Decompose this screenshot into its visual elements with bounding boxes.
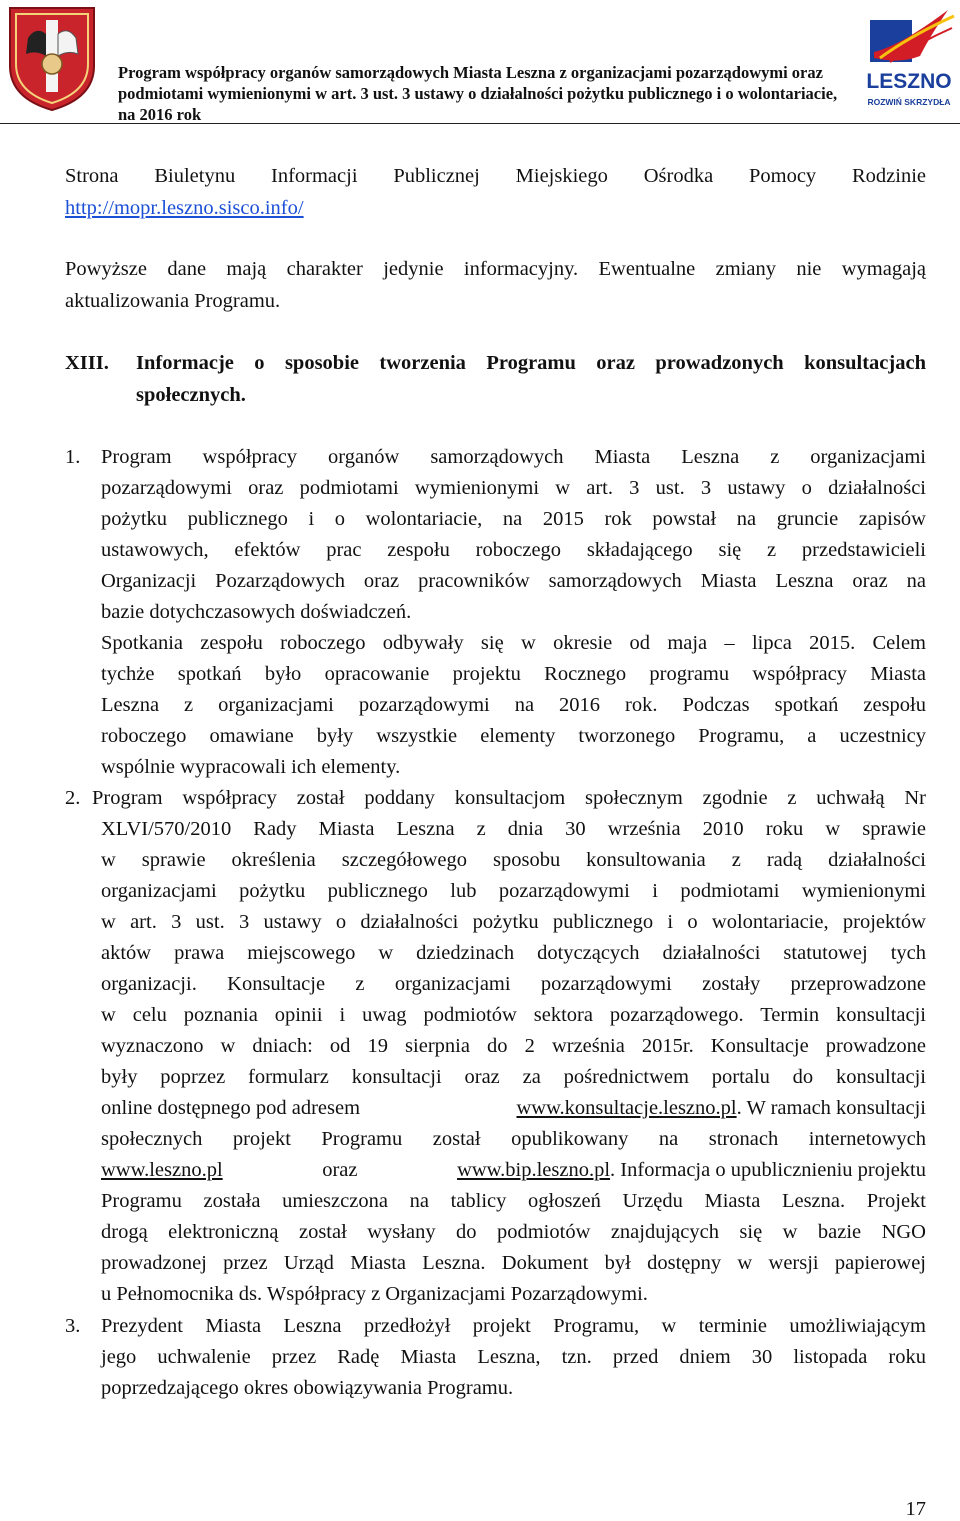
- city-crest-logo: [6, 4, 98, 112]
- note-line: Powyższe dane mają charakter jedynie informacyjny. Ewentualne zmiany nie wymagają: [65, 258, 926, 280]
- paragraph-line: Program współpracy został poddany konsultacjom społecznym zgodnie z uchwałą Nr: [92, 787, 926, 809]
- paragraph-line: wspólnie wypracowali ich elementy.: [101, 756, 401, 778]
- bip-text: Strona Biuletynu Informacji Publicznej Miejskiego Ośrodka Pomocy Rodzinie: [65, 165, 926, 187]
- paragraph-line: tychże spotkań było opracowanie projektu Rocznego programu współpracy Miasta: [101, 663, 926, 685]
- paragraph-line: pozarządowymi oraz podmiotami wymienionymi w art. 3 ust. 3 ustawy o działalności: [101, 477, 926, 499]
- paragraph-line: wyznaczono w dniach: od 19 sierpnia do 2 września 2015r. Konsultacje prowadzone: [101, 1035, 926, 1057]
- paragraph-line: ustawowych, efektów prac zespołu roboczego składającego się z przedstawicieli: [101, 539, 926, 561]
- paragraph-line: były poprzez formularz konsultacji oraz za pośrednictwem portalu do konsultacji: [101, 1066, 926, 1088]
- section-title: społecznych.: [136, 384, 246, 406]
- paragraph-line: organizacjami pożytku publicznego lub pozarządowymi i podmiotami wymienionymi: [101, 880, 926, 902]
- paragraph-line: w art. 3 ust. 3 ustawy o działalności pożytku publicznego i o wolontariacie, projektów: [101, 911, 926, 933]
- bip-leszno-link[interactable]: www.bip.leszno.pl: [457, 1159, 611, 1181]
- paragraph-line: Programu została umieszczona na tablicy ogłoszeń Urzędu Miasta Leszna. Projekt: [101, 1190, 926, 1212]
- paragraph-line: w sprawie określenia szczegółowego sposobu konsultowania z radą działalności: [101, 849, 926, 871]
- page-number: 17: [905, 1498, 926, 1520]
- paragraph-line: [101, 1159, 926, 1182]
- section-title: Informacje o sposobie tworzenia Programu oraz prowadzonych konsultacjach: [136, 352, 926, 374]
- list-item-number: 1.: [65, 446, 81, 468]
- paragraph-line: społecznych projekt Programu został opublikowany na stronach internetowych: [101, 1128, 926, 1150]
- paragraph-line: w celu poznania opinii i uwag podmiotów sektora pozarządowego. Termin konsultacji: [101, 1004, 926, 1026]
- paragraph-line: Leszna z organizacjami pozarządowymi na 2016 rok. Podczas spotkań zespołu: [101, 694, 926, 716]
- paragraph-line: [101, 1097, 926, 1120]
- paragraph-line: Program współpracy organów samorządowych Miasta Leszna z organizacjami: [101, 446, 926, 468]
- logo-wordmark: LESZNO: [866, 70, 952, 93]
- paragraph-line: poprzedzającego okres obowiązywania Programu.: [101, 1377, 514, 1399]
- paragraph-line: organizacji. Konsultacje z organizacjami pozarządowymi zostały przeprowadzone: [101, 973, 926, 995]
- paragraph-line: bazie dotychczasowych doświadczeń.: [101, 601, 412, 623]
- paragraph-line: Organizacji Pozarządowych oraz pracowników samorządowych Miasta Leszna oraz na: [101, 570, 926, 592]
- header-line: podmiotami wymienionymi w art. 3 ust. 3 ustawy o działalności pożytku publicznego i o wolontariacie,: [118, 84, 838, 103]
- paragraph-line: roboczego omawiane były wszystkie elementy tworzonego Programu, a uczestnicy: [101, 725, 926, 747]
- paragraph-line: prowadzonej przez Urząd Miasta Leszna. Dokument był dostępny w wersji papierowej: [101, 1252, 926, 1274]
- header-divider: [0, 123, 960, 124]
- header-line: na 2016 rok: [118, 105, 202, 124]
- list-item-number: 3.: [65, 1315, 81, 1337]
- leszno-website-link[interactable]: www.leszno.pl: [101, 1159, 223, 1181]
- running-header: [118, 62, 858, 125]
- paragraph-line: jego uchwalenie przez Radę Miasta Leszna, tzn. przed dniem 30 listopada roku: [101, 1346, 926, 1368]
- text-span: . Informacja o upublicznieniu projektu: [610, 1159, 926, 1181]
- paragraph-line: Prezydent Miasta Leszna przedłożył projekt Programu, w terminie umożliwiającym: [101, 1315, 926, 1337]
- leszno-logo: [860, 6, 958, 110]
- mopr-bip-link[interactable]: http://mopr.leszno.sisco.info/: [65, 197, 304, 219]
- paragraph-line: u Pełnomocnika ds. Współpracy z Organizacjami Pozarządowymi.: [101, 1283, 648, 1305]
- list-item-number: 2.: [65, 787, 81, 809]
- konsultacje-link[interactable]: www.konsultacje.leszno.pl: [516, 1097, 737, 1119]
- header-line: Program współpracy organów samorządowych Miasta Leszna z organizacjami pozarządowymi oraz: [118, 63, 823, 82]
- note-line: aktualizowania Programu.: [65, 290, 281, 312]
- paragraph-line: aktów prawa miejscowego w dziedzinach dotyczących działalności statutowej tych: [101, 942, 926, 964]
- paragraph-line: drogą elektroniczną został wysłany do podmiotów znajdujących się w bazie NGO: [101, 1221, 926, 1243]
- logo-slogan: ROZWIŃ SKRZYDŁA: [867, 97, 951, 107]
- paragraph-line: pożytku publicznego i o wolontariacie, na 2015 rok powstał na gruncie zapisów: [101, 508, 926, 530]
- paragraph-line: Spotkania zespołu roboczego odbywały się w okresie od maja – lipca 2015. Celem: [101, 632, 926, 654]
- text-span: oraz: [322, 1159, 358, 1181]
- paragraph-line: XLVI/570/2010 Rady Miasta Leszna z dnia 30 września 2010 roku w sprawie: [101, 818, 926, 840]
- text-span: . W ramach konsultacji: [736, 1097, 926, 1119]
- section-number: XIII.: [65, 352, 109, 374]
- text-span: online dostępnego pod adresem: [101, 1097, 361, 1119]
